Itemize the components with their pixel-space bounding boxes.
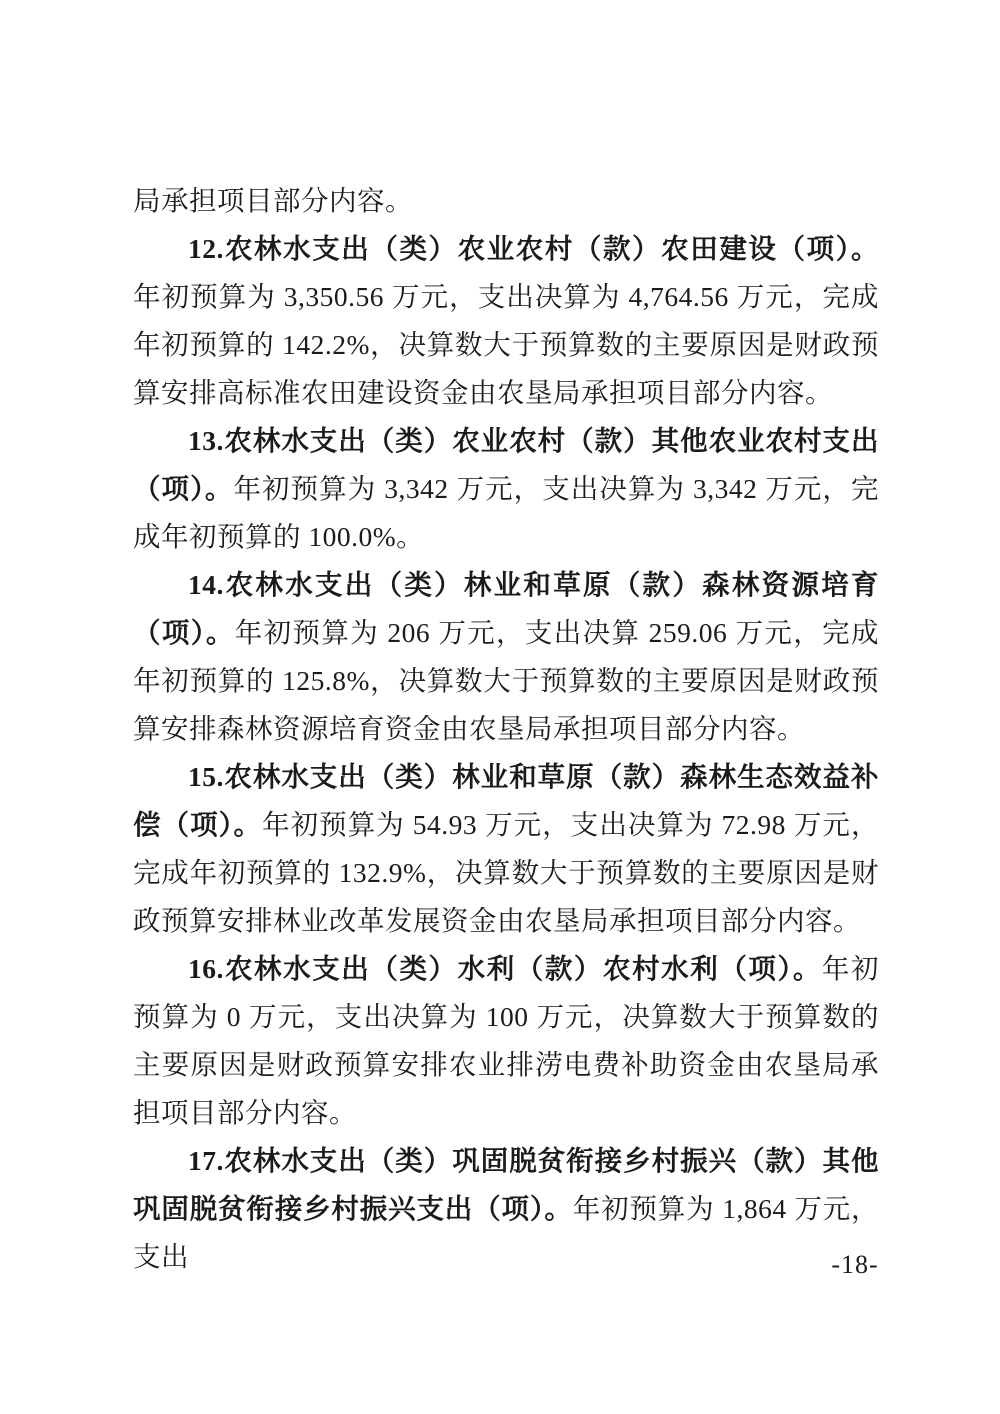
paragraph-item-15 — [133, 753, 879, 945]
paragraph-text: 年初预算为 0 万元，支出决算为 100 万元，决算数大于预算数的主要原因是财政预算安排农业排涝电费补助资金由农垦局承担项目部分内容。 — [133, 953, 880, 1128]
paragraph-text: 年初预算为 54.93 万元，支出决算为 72.98 万元，完成年初预算的 132.9%，决算数大于预算数的主要原因是财政预算安排林业改革发展资金由农垦局承担项目部分内容。 — [133, 809, 879, 936]
paragraph-text: 年初预算为 206 万元，支出决算 259.06 万元，完成年初预算的 125.8%，决算数大于预算数的主要原因是财政预算安排森林资源培育资金由农垦局承担项目部分内容。 — [133, 617, 880, 744]
paragraph-item-13 — [133, 417, 879, 561]
paragraph-heading: 16.农林水支出（类）水利（款）农村水利（项）。 — [188, 953, 822, 984]
paragraph-text: 年初预算为 3,350.56 万元，支出决算为 4,764.56 万元，完成年初预算的 142.2%，决算数大于预算数的主要原因是财政预算安排高标准农田建设资金由农垦局承担项目部分内容。 — [133, 281, 879, 408]
paragraph-continuation — [133, 177, 879, 225]
paragraph-heading: 14.农林水支出（类）林业和草原（款）森林资源培育（项）。 — [133, 569, 879, 648]
paragraph-heading: 17.农林水支出（类）巩固脱贫衔接乡村振兴（款）其他巩固脱贫衔接乡村振兴支出（项）。 — [133, 1145, 879, 1224]
paragraph-item-14 — [133, 561, 879, 753]
paragraph-heading: 15.农林水支出（类）林业和草原（款）森林生态效益补偿（项）。 — [133, 761, 879, 840]
paragraph-heading: 12.农林水支出（类）农业农村（款）农田建设（项）。 — [188, 233, 879, 264]
paragraph-text: 年初预算为 1,864 万元，支出 — [133, 1193, 880, 1272]
paragraph-text: 局承担项目部分内容。 — [133, 185, 413, 216]
document-body — [133, 177, 879, 1281]
paragraph-heading: 13.农林水支出（类）农业农村（款）其他农业农村支出（项）。 — [133, 425, 879, 504]
paragraph-item-16 — [133, 945, 879, 1137]
page-number: -18- — [831, 1250, 879, 1279]
paragraph-item-17 — [133, 1137, 879, 1281]
paragraph-item-12 — [133, 225, 879, 417]
paragraph-text: 年初预算为 3,342 万元，支出决算为 3,342 万元，完成年初预算的 100.0%。 — [133, 473, 879, 552]
